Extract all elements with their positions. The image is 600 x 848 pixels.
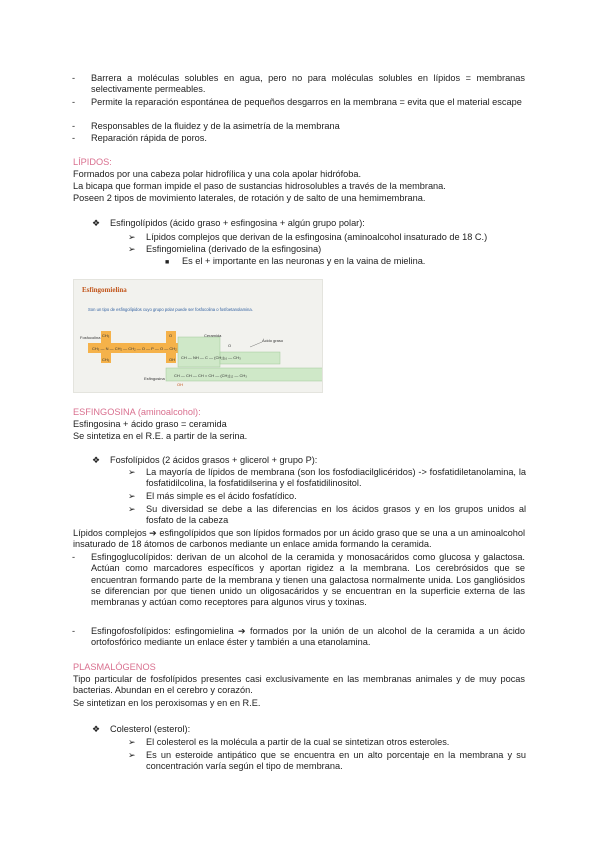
svg-text:OH: OH [169, 357, 175, 362]
label-fosfocolina: Fosfocolina [80, 335, 101, 340]
list-item: - Barrera a moléculas solubles en agua, pero no para moléculas solubles en lípidos = membranas selectivamente permeables. [72, 73, 525, 95]
dash-bullet: - [72, 133, 76, 143]
svg-text:CH₃ — N — CH₂ — CH₂ — O — P —: CH₃ — N — CH₂ — CH₂ — O — P — O — CH₂ [92, 346, 177, 351]
paragraph-line: Se sintetiza en el R.E. a partir de la serina. [73, 431, 248, 441]
svg-text:OH: OH [177, 382, 183, 387]
section-heading-plasmalogenos: PLASMALÓGENOS [73, 662, 156, 672]
figure-title: Esfingomielina [82, 286, 127, 294]
list-item: - Permite la reparación espontánea de pequeños desgarros en la membrana = evita que el material escape [72, 97, 522, 107]
dash-bullet: - [72, 121, 76, 131]
bullet-colesterol: Colesterol (esterol): [110, 724, 191, 734]
sub-item: Lípidos complejos que derivan de la esfingosina (aminoalcohol insaturado de 18 C.) [146, 232, 488, 242]
sub-item: Es un esteroide antipático que se encuentra en un alto porcentaje en la membrana y su concentración varía según el tipo de membrana. [146, 750, 526, 772]
bullet-esfingolipidos: Esfingolípidos (ácido graso + esfingosina + algún grupo polar): [110, 218, 365, 228]
arrow-bullet-icon: ➢ [128, 737, 136, 747]
figure-caption: Son un tipo de esfingolípidos cuyo grupo polar puede ser fosfocolina o fosfoetanolamina. [88, 307, 253, 312]
arrow-bullet-icon: ➢ [128, 244, 136, 254]
diamond-bullet-icon: ❖ [92, 724, 101, 734]
paragraph-line: La bicapa que forman impide el paso de sustancias hidrosolubles a través de la membrana. [73, 181, 446, 191]
arrow-bullet-icon: ➢ [128, 232, 136, 242]
paragraph-plasmalogenos: Tipo particular de fosfolípidos presentes casi exclusivamente en las membranas animales y de muy pocas bacterias. Abundan en el cerebro y corazón. [73, 674, 525, 696]
sub-item: El colesterol es la molécula a partir de la cual se sintetizan otros esteroles. [146, 737, 450, 747]
bullet-fosfolipidos: Fosfolípidos (2 ácidos grasos + glicerol + grupo P): [110, 455, 318, 465]
diamond-bullet-icon: ❖ [92, 218, 101, 228]
paragraph-line: Esfingosina + ácido graso = ceramida [73, 419, 227, 429]
dash-bullet: - [72, 552, 76, 562]
svg-text:O: O [228, 343, 232, 348]
sub-item: La mayoría de lípidos de membrana (son los fosfodiacilglicéridos) -> fosfatidiletanolamina, la fosfatidilcolina, la fosfatidilserina y el fosfatidilinositol. [146, 467, 526, 489]
arrow-bullet-icon: ➢ [128, 750, 136, 760]
arrow-bullet-icon: ➢ [128, 467, 136, 477]
list-item: - Responsables de la fluidez y de la asimetría de la membrana [72, 121, 340, 131]
svg-text:CH — NH — C — (CH₂)₁₆ — CH₃: CH — NH — C — (CH₂)₁₆ — CH₃ [181, 355, 241, 360]
label-ceramida: Ceramida [204, 333, 222, 338]
diamond-bullet-icon: ❖ [92, 455, 101, 465]
label-acido-graso: Ácido graso [262, 338, 284, 343]
svg-text:CH₃: CH₃ [102, 357, 110, 362]
paragraph-line: Poseen 2 tipos de movimiento laterales, de rotación y de salto de una hemimembrana. [73, 193, 426, 203]
sub-sub-item: Es el + importante en las neuronas y en la vaina de mielina. [182, 256, 426, 266]
sub-item: Esfingomielina (derivado de la esfingosina) [146, 244, 322, 254]
section-heading-lipidos: LÍPIDOS: [73, 157, 112, 167]
list-item: - Esfingofosfolípidos: esfingomielina ➔ formados por la unión de un alcohol de la ceramida a un ácido ortofosfórico mediante un enlace éster y también a una etanolamina. [72, 626, 525, 648]
arrow-bullet-icon: ➢ [128, 491, 136, 501]
sub-item: Su diversidad se debe a las diferencias en los ácidos grasos y en los grupos unidos al fosfato de la cabeza [146, 504, 526, 526]
arrow-bullet-icon: ➢ [128, 504, 136, 514]
section-heading-esfingosina: ESFINGOSINA (aminoalcohol): [73, 407, 201, 417]
label-esfingosina: Esfingosina [144, 376, 165, 381]
square-bullet-icon: ■ [165, 259, 170, 266]
list-item: - Esfingoglucolípidos: derivan de un alcohol de la ceramida y monosacáridos como glucosa y galactosa. Actúan como marcadores específicos y aportan rigidez a la membrana. Los cerebrósidos que se encuentran formando parte de la membrana y tienen una galactosa normalmente unida. Los gangliósidos se diferencian por que tienen unido un oligosacáridos y se encuentran en la superficie externa de las membranas y actúan como receptores para algunos virus y toxinas. [72, 552, 525, 608]
dash-bullet: - [72, 97, 76, 107]
paragraph-line: Formados por una cabeza polar hidrofílica y una cola apolar hidrófoba. [73, 169, 362, 179]
svg-text:CH — CH — CH = CH — (CH₂)₁₂ —: CH — CH — CH = CH — (CH₂)₁₂ — CH₃ [174, 373, 247, 378]
svg-text:O: O [169, 333, 173, 338]
dash-bullet: - [72, 73, 76, 83]
svg-text:CH₃: CH₃ [102, 333, 110, 338]
paragraph-complejos: Lípidos complejos ➔ esfingolípidos que son lípidos formados por un ácido graso que se una a un aminoalcohol insaturado de 18 átomos de carbonos mediante un enlace amida formando la ceramida. [73, 528, 525, 550]
dash-bullet: - [72, 626, 76, 636]
esfingomielina-figure [73, 279, 323, 393]
paragraph-line: Se sintetizan en los peroxisomas y en en R.E. [73, 698, 261, 708]
sub-item: El más simple es el ácido fosfatídico. [146, 491, 297, 501]
list-item: - Reparación rápida de poros. [72, 133, 207, 143]
esfingomielina-structure-diagram [74, 280, 322, 392]
